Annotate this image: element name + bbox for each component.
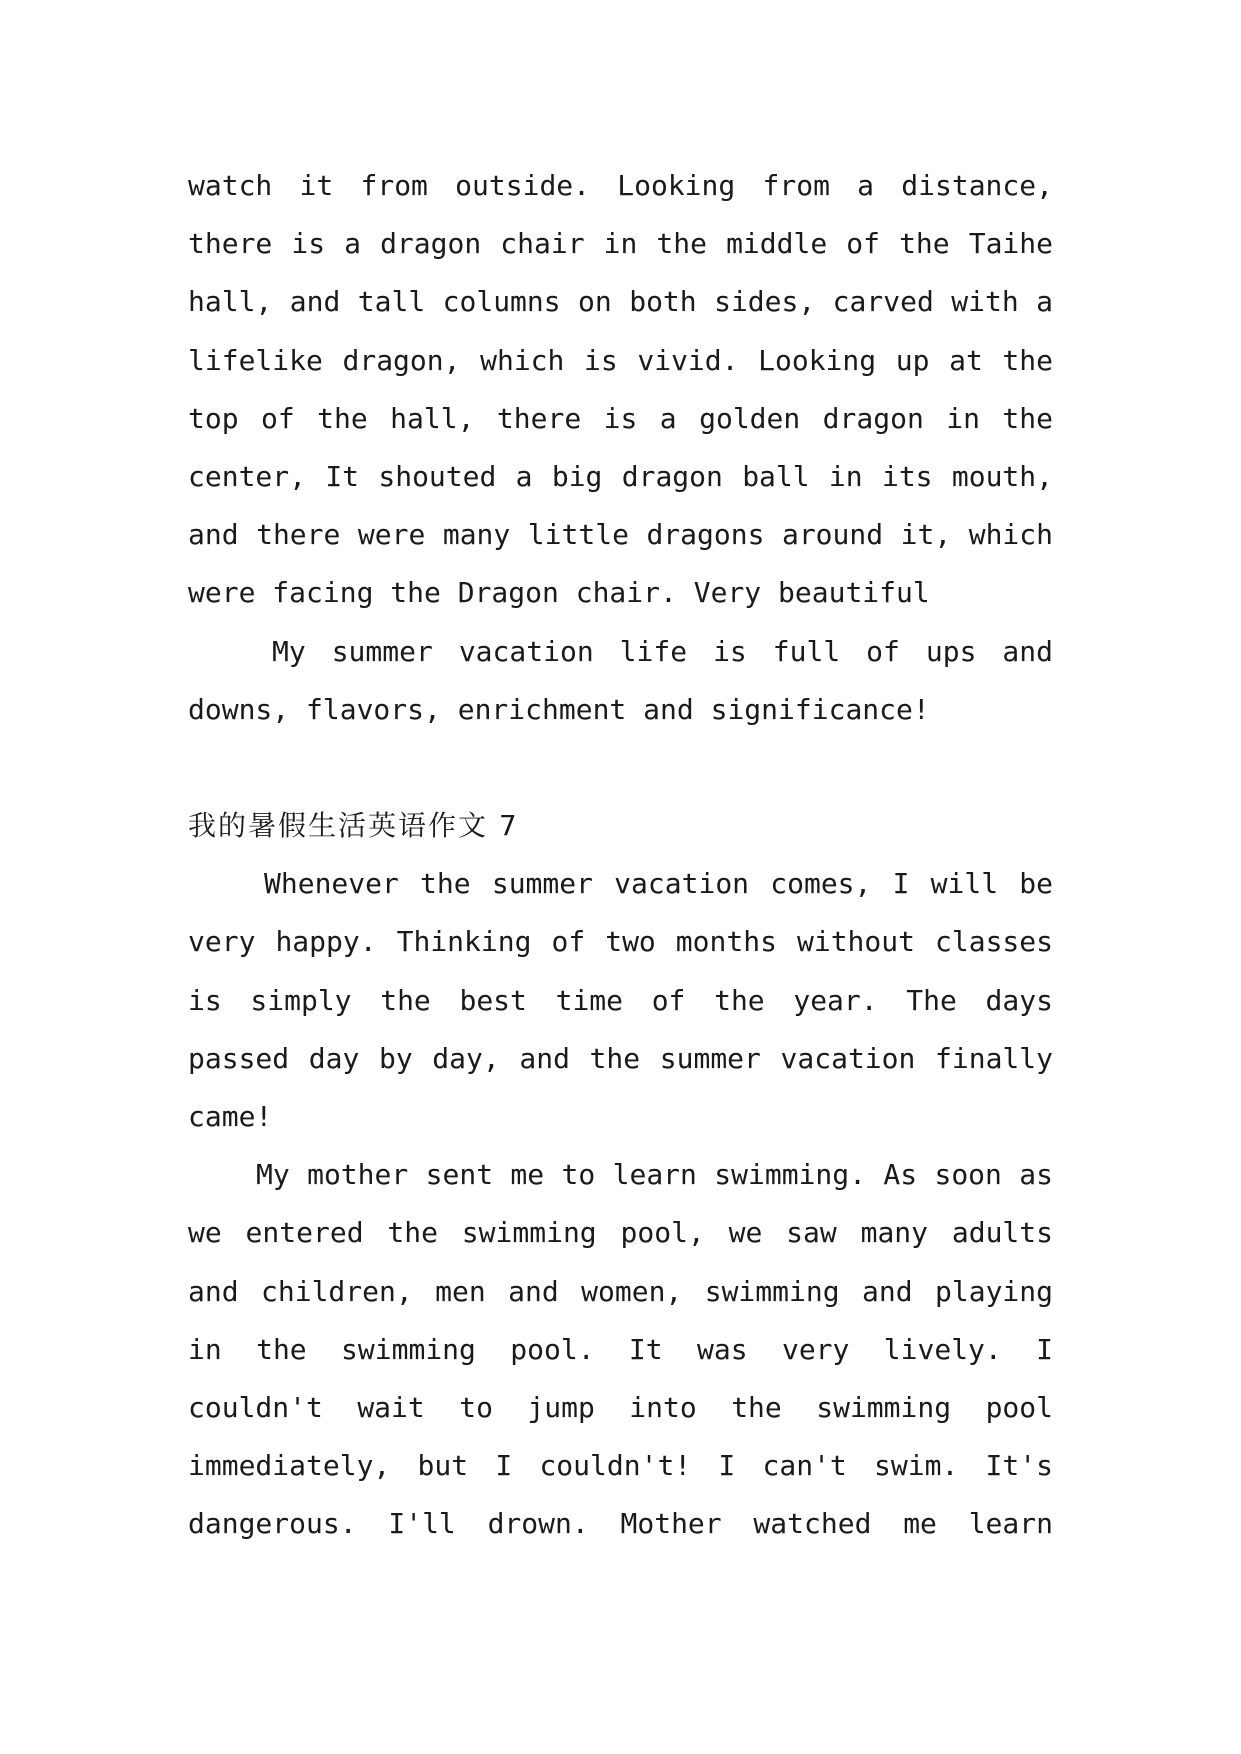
text-line: we entered the swimming pool, we saw many adults: [188, 1216, 1053, 1250]
text-line: center, It shouted a big dragon ball in its mouth,: [188, 459, 1053, 493]
text-line: My mother sent me to learn swimming. As soon as: [256, 1158, 1053, 1192]
text-line: there is a dragon chair in the middle of the Taihe: [188, 227, 1053, 261]
text-line: and there were many little dragons around it, which: [188, 518, 1053, 552]
paragraph-gap: [188, 739, 1053, 797]
text-line: immediately, but I couldn't! I can't swim. It's: [188, 1449, 1053, 1483]
text-line: couldn't wait to jump into the swimming pool: [188, 1390, 1053, 1424]
text-line: came!: [188, 1100, 273, 1133]
paragraph: [188, 1146, 1053, 1553]
text-line: passed day by day, and the summer vacation finally: [188, 1041, 1053, 1075]
paragraph: [188, 157, 1053, 623]
section-heading: 我的暑假生活英语作文 7: [188, 809, 519, 843]
text-line: very happy. Thinking of two months without classes: [188, 925, 1053, 959]
text-line: My summer vacation life is full of ups and: [272, 634, 1053, 668]
text-line: Whenever the summer vacation comes, I will be: [264, 867, 1053, 901]
text-line: watch it from outside. Looking from a distance,: [188, 169, 1053, 202]
text-line: dangerous. I'll drown. Mother watched me learn: [188, 1507, 1053, 1541]
text-line: in the swimming pool. It was very lively. I: [188, 1332, 1053, 1366]
text-line: and children, men and women, swimming and playing: [188, 1274, 1053, 1308]
text-line: hall, and tall columns on both sides, carved with a: [188, 285, 1053, 319]
text-line: is simply the best time of the year. The days: [188, 983, 1053, 1017]
text-line: lifelike dragon, which is vivid. Looking up at the: [188, 343, 1053, 377]
document-body: [188, 157, 1053, 1554]
text-line: were facing the Dragon chair. Very beautiful: [188, 576, 930, 610]
paragraph: [188, 855, 1053, 1146]
text-line: top of the hall, there is a golden dragon in the: [188, 401, 1053, 435]
paragraph: [188, 623, 1053, 739]
text-line: downs, flavors, enrichment and significance!: [188, 692, 930, 726]
